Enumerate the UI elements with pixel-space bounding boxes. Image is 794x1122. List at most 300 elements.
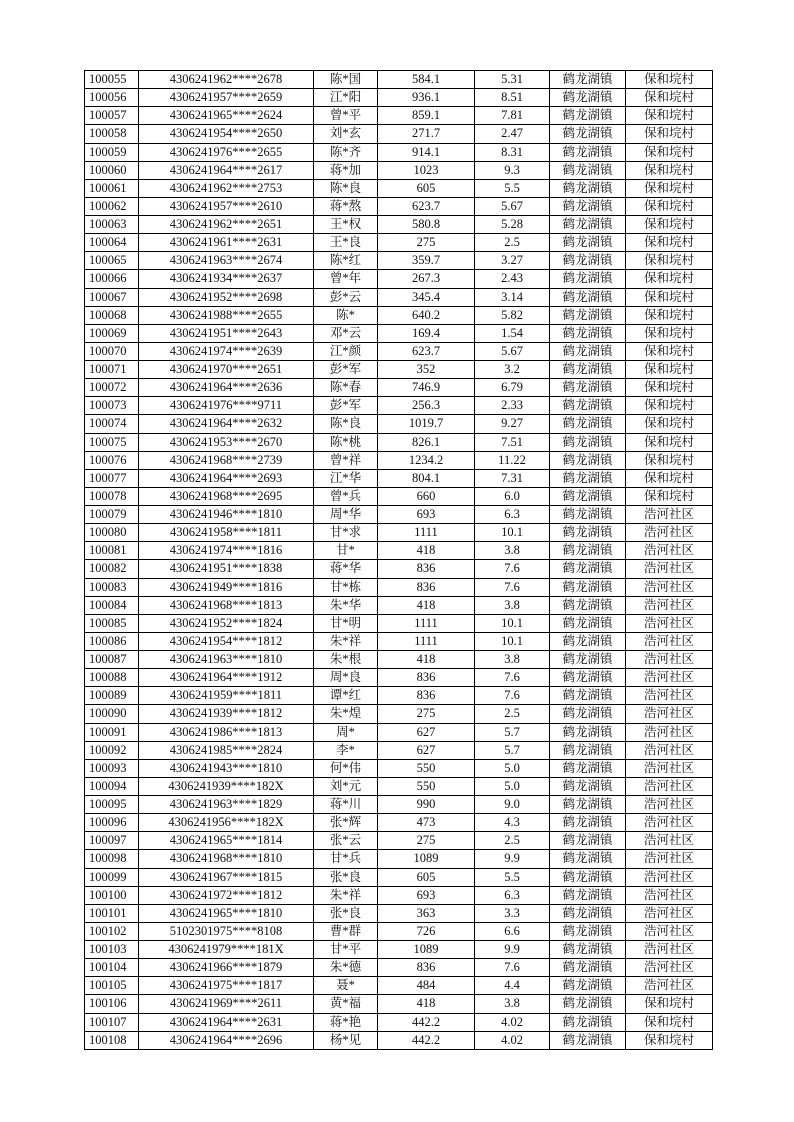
cell-town: 鹤龙湖镇 <box>550 342 626 360</box>
cell-id-number: 4306241964****2693 <box>139 469 314 487</box>
cell-value: 10.1 <box>475 524 550 542</box>
cell-village: 保和垸村 <box>626 324 713 342</box>
cell-village: 保和垸村 <box>626 451 713 469</box>
cell-name: 江*阳 <box>314 89 378 107</box>
cell-record-id: 100075 <box>85 433 139 451</box>
cell-name: 蒋*华 <box>314 560 378 578</box>
cell-town: 鹤龙湖镇 <box>550 506 626 524</box>
cell-town: 鹤龙湖镇 <box>550 632 626 650</box>
cell-name: 李* <box>314 741 378 759</box>
cell-amount: 418 <box>378 542 475 560</box>
cell-amount: 267.3 <box>378 270 475 288</box>
cell-village: 保和垸村 <box>626 433 713 451</box>
cell-record-id: 100072 <box>85 379 139 397</box>
cell-name: 曾*平 <box>314 107 378 125</box>
cell-village: 浩河社区 <box>626 832 713 850</box>
table-body <box>85 71 713 1050</box>
cell-id-number: 4306241962****2753 <box>139 179 314 197</box>
cell-amount: 1234.2 <box>378 451 475 469</box>
cell-id-number: 4306241963****2674 <box>139 252 314 270</box>
cell-town: 鹤龙湖镇 <box>550 89 626 107</box>
cell-value: 5.31 <box>475 71 550 89</box>
cell-id-number: 4306241951****1838 <box>139 560 314 578</box>
table-row <box>85 524 713 542</box>
cell-record-id: 100055 <box>85 71 139 89</box>
cell-id-number: 5102301975****8108 <box>139 922 314 940</box>
cell-id-number: 4306241952****2698 <box>139 288 314 306</box>
table-row <box>85 977 713 995</box>
table-row <box>85 161 713 179</box>
cell-record-id: 100102 <box>85 922 139 940</box>
cell-name: 彭*军 <box>314 361 378 379</box>
cell-record-id: 100064 <box>85 234 139 252</box>
cell-village: 保和垸村 <box>626 469 713 487</box>
cell-record-id: 100087 <box>85 651 139 669</box>
cell-record-id: 100060 <box>85 161 139 179</box>
cell-town: 鹤龙湖镇 <box>550 832 626 850</box>
cell-name: 邓*云 <box>314 324 378 342</box>
cell-value: 5.67 <box>475 342 550 360</box>
cell-name: 甘*平 <box>314 941 378 959</box>
cell-amount: 859.1 <box>378 107 475 125</box>
cell-name: 朱*德 <box>314 959 378 977</box>
cell-id-number: 4306241953****2670 <box>139 433 314 451</box>
cell-id-number: 4306241974****2639 <box>139 342 314 360</box>
cell-amount: 640.2 <box>378 306 475 324</box>
cell-town: 鹤龙湖镇 <box>550 216 626 234</box>
cell-village: 浩河社区 <box>626 977 713 995</box>
cell-amount: 484 <box>378 977 475 995</box>
cell-name: 江*颜 <box>314 342 378 360</box>
cell-value: 6.3 <box>475 886 550 904</box>
cell-village: 保和垸村 <box>626 71 713 89</box>
cell-amount: 605 <box>378 179 475 197</box>
cell-record-id: 100091 <box>85 723 139 741</box>
cell-amount: 256.3 <box>378 397 475 415</box>
cell-id-number: 4306241988****2655 <box>139 306 314 324</box>
cell-id-number: 4306241964****1912 <box>139 669 314 687</box>
cell-town: 鹤龙湖镇 <box>550 451 626 469</box>
cell-name: 谭*红 <box>314 687 378 705</box>
cell-amount: 275 <box>378 832 475 850</box>
cell-village: 保和垸村 <box>626 361 713 379</box>
cell-value: 3.8 <box>475 542 550 560</box>
table-row <box>85 179 713 197</box>
cell-id-number: 4306241986****1813 <box>139 723 314 741</box>
cell-name: 刘*玄 <box>314 125 378 143</box>
cell-record-id: 100092 <box>85 741 139 759</box>
cell-value: 6.3 <box>475 506 550 524</box>
cell-name: 杨*见 <box>314 1031 378 1049</box>
cell-value: 7.6 <box>475 687 550 705</box>
cell-town: 鹤龙湖镇 <box>550 614 626 632</box>
cell-town: 鹤龙湖镇 <box>550 270 626 288</box>
cell-record-id: 100097 <box>85 832 139 850</box>
cell-record-id: 100086 <box>85 632 139 650</box>
cell-value: 3.27 <box>475 252 550 270</box>
cell-id-number: 4306241963****1810 <box>139 651 314 669</box>
cell-record-id: 100058 <box>85 125 139 143</box>
table-row <box>85 705 713 723</box>
cell-village: 浩河社区 <box>626 868 713 886</box>
cell-town: 鹤龙湖镇 <box>550 397 626 415</box>
cell-village: 浩河社区 <box>626 614 713 632</box>
cell-town: 鹤龙湖镇 <box>550 814 626 832</box>
cell-town: 鹤龙湖镇 <box>550 868 626 886</box>
cell-amount: 936.1 <box>378 89 475 107</box>
cell-name: 彭*云 <box>314 288 378 306</box>
cell-town: 鹤龙湖镇 <box>550 361 626 379</box>
cell-town: 鹤龙湖镇 <box>550 415 626 433</box>
table-row <box>85 1013 713 1031</box>
cell-town: 鹤龙湖镇 <box>550 922 626 940</box>
cell-amount: 746.9 <box>378 379 475 397</box>
cell-id-number: 4306241967****1815 <box>139 868 314 886</box>
cell-record-id: 100106 <box>85 995 139 1013</box>
cell-village: 保和垸村 <box>626 252 713 270</box>
cell-value: 7.6 <box>475 959 550 977</box>
cell-value: 3.3 <box>475 904 550 922</box>
cell-record-id: 100085 <box>85 614 139 632</box>
table-row <box>85 107 713 125</box>
cell-id-number: 4306241958****1811 <box>139 524 314 542</box>
cell-record-id: 100088 <box>85 669 139 687</box>
cell-amount: 826.1 <box>378 433 475 451</box>
cell-village: 浩河社区 <box>626 524 713 542</box>
cell-name: 张*云 <box>314 832 378 850</box>
table-row <box>85 669 713 687</box>
cell-value: 2.5 <box>475 705 550 723</box>
cell-value: 2.5 <box>475 234 550 252</box>
table-row <box>85 143 713 161</box>
cell-record-id: 100095 <box>85 796 139 814</box>
table-row <box>85 252 713 270</box>
table-row <box>85 542 713 560</box>
cell-value: 4.02 <box>475 1031 550 1049</box>
cell-id-number: 4306241976****2655 <box>139 143 314 161</box>
cell-name: 陈*国 <box>314 71 378 89</box>
cell-record-id: 100065 <box>85 252 139 270</box>
cell-id-number: 4306241968****2695 <box>139 487 314 505</box>
table-row <box>85 814 713 832</box>
cell-value: 7.51 <box>475 433 550 451</box>
cell-value: 9.9 <box>475 941 550 959</box>
cell-amount: 605 <box>378 868 475 886</box>
cell-name: 周*良 <box>314 669 378 687</box>
cell-name: 陈*春 <box>314 379 378 397</box>
cell-town: 鹤龙湖镇 <box>550 487 626 505</box>
cell-name: 黄*福 <box>314 995 378 1013</box>
cell-town: 鹤龙湖镇 <box>550 252 626 270</box>
cell-value: 9.0 <box>475 796 550 814</box>
cell-value: 10.1 <box>475 614 550 632</box>
cell-name: 陈*良 <box>314 179 378 197</box>
cell-town: 鹤龙湖镇 <box>550 596 626 614</box>
table-row <box>85 216 713 234</box>
cell-amount: 1111 <box>378 632 475 650</box>
cell-value: 2.33 <box>475 397 550 415</box>
cell-value: 2.43 <box>475 270 550 288</box>
cell-value: 7.31 <box>475 469 550 487</box>
cell-town: 鹤龙湖镇 <box>550 288 626 306</box>
cell-value: 9.9 <box>475 850 550 868</box>
table-row <box>85 922 713 940</box>
cell-amount: 726 <box>378 922 475 940</box>
cell-town: 鹤龙湖镇 <box>550 651 626 669</box>
cell-amount: 627 <box>378 723 475 741</box>
cell-id-number: 4306241964****2636 <box>139 379 314 397</box>
cell-value: 5.5 <box>475 868 550 886</box>
table-row <box>85 578 713 596</box>
cell-id-number: 4306241964****2631 <box>139 1013 314 1031</box>
cell-village: 浩河社区 <box>626 850 713 868</box>
cell-village: 保和垸村 <box>626 216 713 234</box>
table-row <box>85 1031 713 1049</box>
cell-amount: 836 <box>378 669 475 687</box>
cell-town: 鹤龙湖镇 <box>550 1031 626 1049</box>
cell-amount: 584.1 <box>378 71 475 89</box>
table-row <box>85 288 713 306</box>
cell-amount: 836 <box>378 560 475 578</box>
cell-name: 曾*年 <box>314 270 378 288</box>
cell-record-id: 100066 <box>85 270 139 288</box>
table-row <box>85 397 713 415</box>
cell-amount: 550 <box>378 759 475 777</box>
cell-village: 浩河社区 <box>626 959 713 977</box>
cell-town: 鹤龙湖镇 <box>550 379 626 397</box>
table-row <box>85 89 713 107</box>
cell-village: 保和垸村 <box>626 270 713 288</box>
cell-record-id: 100078 <box>85 487 139 505</box>
table-row <box>85 433 713 451</box>
cell-record-id: 100068 <box>85 306 139 324</box>
cell-village: 浩河社区 <box>626 669 713 687</box>
table-row <box>85 596 713 614</box>
cell-amount: 623.7 <box>378 197 475 215</box>
cell-record-id: 100084 <box>85 596 139 614</box>
cell-id-number: 4306241974****1816 <box>139 542 314 560</box>
cell-amount: 1019.7 <box>378 415 475 433</box>
table-row <box>85 832 713 850</box>
table-row <box>85 451 713 469</box>
table-row <box>85 324 713 342</box>
cell-record-id: 100069 <box>85 324 139 342</box>
cell-value: 8.31 <box>475 143 550 161</box>
cell-name: 陈*红 <box>314 252 378 270</box>
cell-amount: 1089 <box>378 850 475 868</box>
cell-name: 陈*良 <box>314 415 378 433</box>
cell-amount: 418 <box>378 995 475 1013</box>
cell-town: 鹤龙湖镇 <box>550 904 626 922</box>
cell-town: 鹤龙湖镇 <box>550 179 626 197</box>
cell-amount: 550 <box>378 777 475 795</box>
cell-value: 10.1 <box>475 632 550 650</box>
cell-id-number: 4306241964****2617 <box>139 161 314 179</box>
table-row <box>85 995 713 1013</box>
cell-value: 6.6 <box>475 922 550 940</box>
cell-town: 鹤龙湖镇 <box>550 777 626 795</box>
cell-value: 3.8 <box>475 995 550 1013</box>
table-row <box>85 941 713 959</box>
cell-town: 鹤龙湖镇 <box>550 161 626 179</box>
cell-town: 鹤龙湖镇 <box>550 669 626 687</box>
cell-town: 鹤龙湖镇 <box>550 71 626 89</box>
cell-name: 王*良 <box>314 234 378 252</box>
cell-id-number: 4306241949****1816 <box>139 578 314 596</box>
cell-id-number: 4306241968****1810 <box>139 850 314 868</box>
cell-name: 周*华 <box>314 506 378 524</box>
table-row <box>85 487 713 505</box>
table-row <box>85 342 713 360</box>
cell-village: 浩河社区 <box>626 632 713 650</box>
cell-record-id: 100062 <box>85 197 139 215</box>
cell-name: 陈* <box>314 306 378 324</box>
cell-town: 鹤龙湖镇 <box>550 125 626 143</box>
cell-village: 保和垸村 <box>626 197 713 215</box>
table-row <box>85 125 713 143</box>
cell-village: 保和垸村 <box>626 1013 713 1031</box>
cell-town: 鹤龙湖镇 <box>550 524 626 542</box>
cell-village: 浩河社区 <box>626 904 713 922</box>
cell-amount: 275 <box>378 705 475 723</box>
cell-village: 保和垸村 <box>626 415 713 433</box>
cell-amount: 1089 <box>378 941 475 959</box>
cell-record-id: 100089 <box>85 687 139 705</box>
cell-name: 甘*栋 <box>314 578 378 596</box>
cell-name: 张*良 <box>314 904 378 922</box>
cell-record-id: 100059 <box>85 143 139 161</box>
cell-village: 浩河社区 <box>626 542 713 560</box>
cell-id-number: 4306241961****2631 <box>139 234 314 252</box>
cell-id-number: 4306241957****2659 <box>139 89 314 107</box>
cell-name: 甘*求 <box>314 524 378 542</box>
cell-village: 保和垸村 <box>626 89 713 107</box>
cell-id-number: 4306241975****1817 <box>139 977 314 995</box>
cell-record-id: 100093 <box>85 759 139 777</box>
table-row <box>85 415 713 433</box>
cell-town: 鹤龙湖镇 <box>550 741 626 759</box>
table-row <box>85 379 713 397</box>
cell-name: 甘*明 <box>314 614 378 632</box>
cell-village: 浩河社区 <box>626 596 713 614</box>
cell-village: 保和垸村 <box>626 125 713 143</box>
cell-name: 蒋*川 <box>314 796 378 814</box>
cell-record-id: 100079 <box>85 506 139 524</box>
table-row <box>85 959 713 977</box>
cell-amount: 623.7 <box>378 342 475 360</box>
cell-record-id: 100105 <box>85 977 139 995</box>
cell-record-id: 100057 <box>85 107 139 125</box>
table-row <box>85 687 713 705</box>
cell-village: 浩河社区 <box>626 796 713 814</box>
cell-value: 3.8 <box>475 596 550 614</box>
cell-id-number: 4306241962****2678 <box>139 71 314 89</box>
cell-name: 蒋*加 <box>314 161 378 179</box>
cell-record-id: 100082 <box>85 560 139 578</box>
cell-amount: 836 <box>378 687 475 705</box>
cell-name: 张*良 <box>314 868 378 886</box>
cell-amount: 473 <box>378 814 475 832</box>
cell-id-number: 4306241964****2696 <box>139 1031 314 1049</box>
cell-amount: 693 <box>378 886 475 904</box>
cell-name: 刘*元 <box>314 777 378 795</box>
cell-value: 5.82 <box>475 306 550 324</box>
cell-record-id: 100061 <box>85 179 139 197</box>
cell-village: 浩河社区 <box>626 777 713 795</box>
cell-village: 保和垸村 <box>626 995 713 1013</box>
cell-town: 鹤龙湖镇 <box>550 143 626 161</box>
cell-name: 曹*群 <box>314 922 378 940</box>
cell-record-id: 100100 <box>85 886 139 904</box>
cell-town: 鹤龙湖镇 <box>550 469 626 487</box>
cell-record-id: 100056 <box>85 89 139 107</box>
cell-village: 浩河社区 <box>626 687 713 705</box>
cell-village: 浩河社区 <box>626 723 713 741</box>
cell-id-number: 4306241979****181X <box>139 941 314 959</box>
cell-value: 1.54 <box>475 324 550 342</box>
cell-value: 5.7 <box>475 741 550 759</box>
cell-village: 保和垸村 <box>626 342 713 360</box>
cell-value: 3.8 <box>475 651 550 669</box>
table-row <box>85 886 713 904</box>
cell-value: 4.4 <box>475 977 550 995</box>
cell-name: 江*华 <box>314 469 378 487</box>
cell-id-number: 4306241954****1812 <box>139 632 314 650</box>
cell-village: 保和垸村 <box>626 179 713 197</box>
cell-id-number: 4306241965****2624 <box>139 107 314 125</box>
cell-name: 陈*齐 <box>314 143 378 161</box>
table-row <box>85 361 713 379</box>
cell-name: 曾*兵 <box>314 487 378 505</box>
cell-town: 鹤龙湖镇 <box>550 886 626 904</box>
table-row <box>85 723 713 741</box>
table-row <box>85 506 713 524</box>
cell-town: 鹤龙湖镇 <box>550 1013 626 1031</box>
cell-value: 6.79 <box>475 379 550 397</box>
cell-value: 7.6 <box>475 560 550 578</box>
cell-record-id: 100094 <box>85 777 139 795</box>
cell-amount: 363 <box>378 904 475 922</box>
cell-record-id: 100070 <box>85 342 139 360</box>
cell-town: 鹤龙湖镇 <box>550 959 626 977</box>
cell-village: 浩河社区 <box>626 741 713 759</box>
cell-town: 鹤龙湖镇 <box>550 234 626 252</box>
cell-record-id: 100073 <box>85 397 139 415</box>
cell-name: 彭*军 <box>314 397 378 415</box>
records-table <box>84 70 713 1050</box>
cell-name: 曾*祥 <box>314 451 378 469</box>
cell-value: 5.5 <box>475 179 550 197</box>
cell-name: 陈*桃 <box>314 433 378 451</box>
cell-record-id: 100099 <box>85 868 139 886</box>
cell-village: 浩河社区 <box>626 922 713 940</box>
cell-village: 浩河社区 <box>626 814 713 832</box>
cell-id-number: 4306241957****2610 <box>139 197 314 215</box>
cell-town: 鹤龙湖镇 <box>550 977 626 995</box>
cell-village: 浩河社区 <box>626 886 713 904</box>
cell-value: 5.0 <box>475 759 550 777</box>
cell-value: 7.81 <box>475 107 550 125</box>
cell-village: 保和垸村 <box>626 306 713 324</box>
cell-name: 王*权 <box>314 216 378 234</box>
table-row <box>85 850 713 868</box>
cell-village: 保和垸村 <box>626 379 713 397</box>
cell-amount: 442.2 <box>378 1013 475 1031</box>
cell-value: 7.6 <box>475 669 550 687</box>
cell-amount: 418 <box>378 596 475 614</box>
cell-village: 保和垸村 <box>626 143 713 161</box>
table-row <box>85 469 713 487</box>
